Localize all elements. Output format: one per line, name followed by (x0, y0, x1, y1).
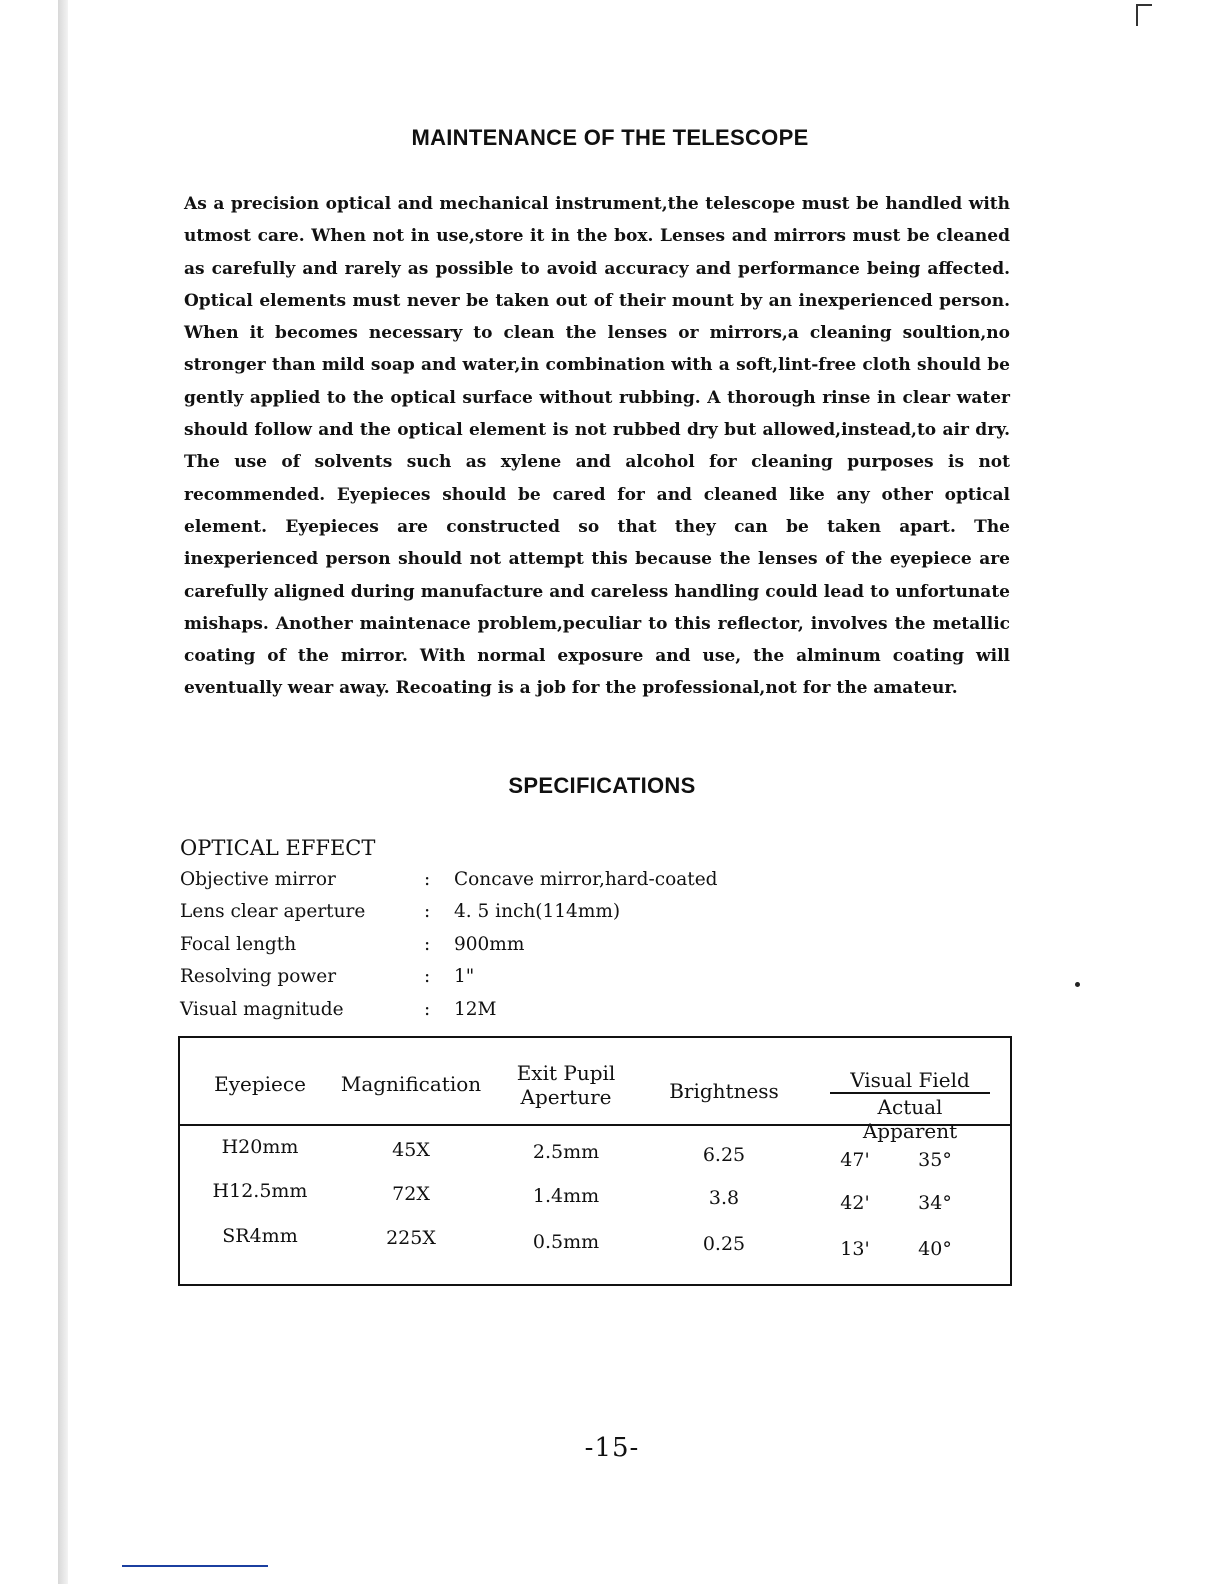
spec-label: Lens clear aperture (180, 901, 366, 923)
spec-colon: : (424, 966, 431, 988)
cell-brightness: 0.25 (702, 1233, 746, 1255)
page-number: -15- (584, 1433, 640, 1463)
optical-effect-label: OPTICAL EFFECT (180, 836, 376, 860)
spec-label: Focal length (180, 933, 297, 955)
spec-row (180, 869, 880, 901)
spec-colon: : (424, 933, 431, 955)
spec-label: Resolving power (180, 966, 337, 988)
spec-colon: : (424, 869, 431, 890)
cell-magnification: 225X (386, 1227, 436, 1249)
visual-field-subheader: Actual Apparent (862, 1095, 958, 1143)
spec-row (180, 934, 880, 966)
cell-actual: 13' (840, 1238, 870, 1260)
cell-eyepiece: H12.5mm (212, 1180, 308, 1202)
spec-colon: : (424, 901, 431, 923)
cell-magnification: 72X (392, 1183, 430, 1205)
cell-actual: 42' (840, 1192, 870, 1214)
spec-row (180, 901, 880, 933)
header-eyepiece: Eyepiece (214, 1072, 306, 1096)
table-header-rule (180, 1124, 1010, 1126)
cell-apparent: 34° (918, 1192, 952, 1214)
spec-label: Visual magnitude (180, 998, 344, 1020)
spec-value: 12M (454, 998, 497, 1020)
maintenance-title: MAINTENANCE OF THE TELESCOPE (411, 125, 809, 150)
spec-colon: : (424, 998, 431, 1020)
specifications-title: SPECIFICATIONS (508, 773, 696, 798)
visual-field-title: Visual Field (830, 1068, 990, 1094)
cell-exit-pupil: 1.4mm (532, 1185, 600, 1207)
header-exit-pupil: Exit Pupil (516, 1061, 616, 1085)
cell-eyepiece: SR4mm (222, 1225, 298, 1247)
cell-brightness: 6.25 (702, 1144, 746, 1166)
spec-value: Concave mirror,hard-coated (454, 869, 718, 890)
spec-value: 1" (454, 966, 475, 988)
spec-value: 4. 5 inch(114mm) (454, 901, 621, 923)
maintenance-body: As a precision optical and mechanical instrument,the telescope must be handled with utmost care. When not in use,store it in the box. Lenses and mirrors must be cleaned as carefully and rarely as possible to avoid accuracy and performance being affected. Optical elements must never be taken out of their mount by an inexperienced person. When it becomes necessary to clean the lenses or mirrors,a cleaning soultion,no stronger than mild soap and water,in combination with a soft,lint-free cloth should be gently applied to the optical surface without rubbing. A thorough rinse in clear water should follow and the optical element is not rubbed dry but allowed,instead,to air dry. The use of solvents such as xylene and alcohol for cleaning purposes is not recommended. Eyepieces should be cared for and cleaned like any other optical element. Eyepieces are constructed so that they can be taken apart. The inexperienced person should not attempt this because the lenses of the eyepiece are carefully aligned during manufacture and careless handling could lead to unfortunate mishaps. Another maintenace problem,peculiar to this reflector, involves the metallic coating of the mirror. With normal exposure and use, the alminum coating will eventually wear away. Recoating is a job for the professional,not for the amateur. (184, 194, 1010, 699)
cell-exit-pupil: 2.5mm (532, 1141, 600, 1163)
spec-value: 900mm (454, 933, 525, 955)
spec-row (180, 966, 880, 998)
corner-crop-mark (1136, 4, 1152, 26)
cell-apparent: 40° (918, 1238, 952, 1260)
cell-eyepiece: H20mm (221, 1136, 299, 1158)
cell-brightness: 3.8 (708, 1187, 740, 1209)
cell-magnification: 45X (392, 1139, 430, 1161)
eyepiece-table (178, 1036, 1012, 1286)
header-exit-pupil-aperture: Aperture (520, 1085, 612, 1109)
header-magnification: Magnification (340, 1072, 482, 1096)
header-brightness: Brightness (669, 1079, 779, 1103)
cell-exit-pupil: 0.5mm (532, 1231, 600, 1253)
spec-list (180, 869, 880, 1031)
spec-row (180, 999, 880, 1031)
stray-ink-dot (1075, 982, 1080, 987)
header-visual-field (830, 1068, 990, 1143)
spec-label: Objective mirror (180, 869, 336, 890)
bottom-scan-rule (122, 1565, 268, 1567)
cell-actual: 47' (840, 1149, 870, 1171)
cell-apparent: 35° (918, 1149, 952, 1171)
